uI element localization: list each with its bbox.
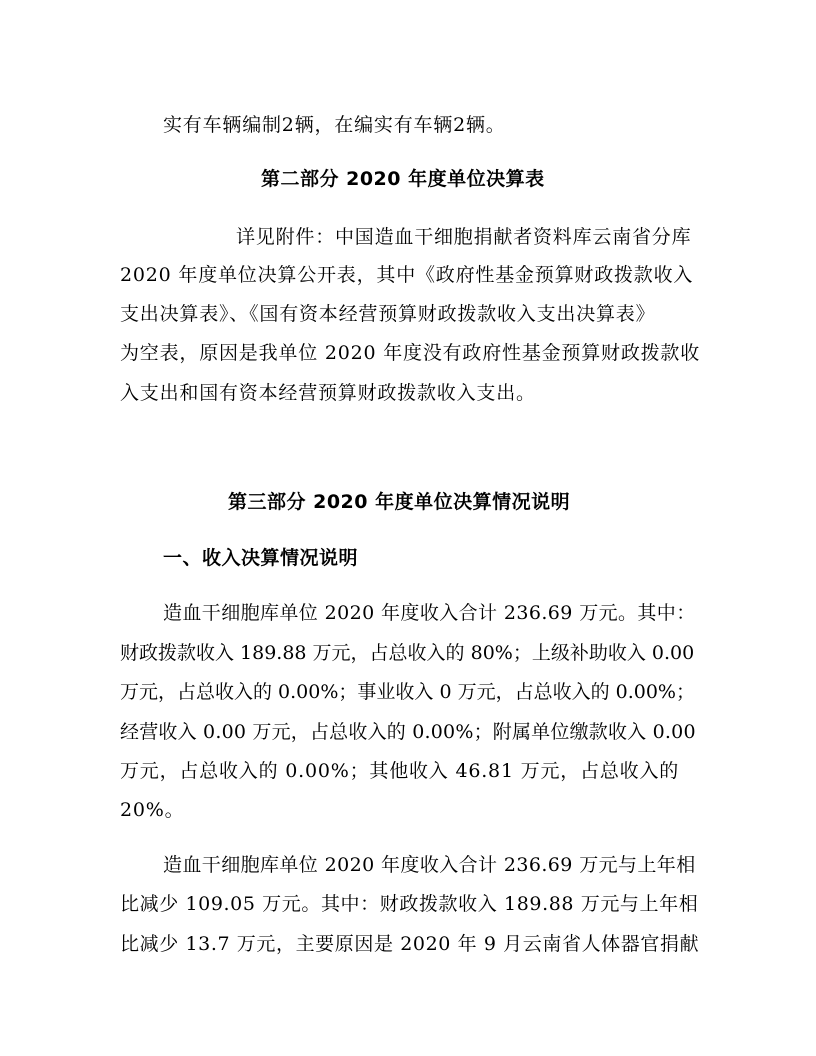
section1-para1-line: 万元，占总收入的 0.00%；事业收入 0 万元，占总收入的 0.00%； [120, 681, 695, 703]
section1-para1-line: 财政拨款收入 189.88 万元，占总收入的 80%；上级补助收入 0.00 [120, 642, 695, 664]
part2-title: 第二部分 2020 年度单位决算表 [261, 168, 545, 190]
section1-title: 一、收入决算情况说明 [163, 547, 359, 569]
part2-body-line: 为空表，原因是我单位 2020 年度没有政府性基金预算财政拨款收 [120, 342, 701, 364]
part2-body-line: 支出决算表》、《国有资本经营预算财政拨款收入支出决算表》 [120, 303, 656, 325]
part3-title: 第三部分 2020 年度单位决算情况说明 [228, 491, 571, 513]
section1-para1-line: 万元，占总收入的 0.00%；其他收入 46.81 万元，占总收入的 [120, 760, 680, 782]
section1-para1-line: 20%。 [120, 799, 185, 821]
section1-para2-line: 造血干细胞库单位 2020 年度收入合计 236.69 万元与上年相 [163, 854, 696, 876]
section1-para2-line: 比减少 109.05 万元。其中：财政拨款收入 189.88 万元与上年相 [120, 893, 699, 915]
section1-para1-line: 经营收入 0.00 万元，占总收入的 0.00%；附属单位缴款收入 0.00 [120, 721, 696, 743]
part2-body-line: 详见附件：中国造血干细胞捐献者资料库云南省分库 [236, 226, 692, 248]
section1-para1-line: 造血干细胞库单位 2020 年度收入合计 236.69 万元。其中： [163, 602, 696, 624]
part2-body-line: 入支出和国有资本经营预算财政拨款收入支出。 [120, 382, 536, 404]
section1-para2-line: 比减少 13.7 万元，主要原因是 2020 年 9 月云南省人体器官捐献 [120, 933, 700, 955]
part2-body-line: 2020 年度单位决算公开表，其中《政府性基金预算财政拨款收入 [120, 264, 694, 286]
paragraph-vehicles: 实有车辆编制2辆，在编实有车辆2辆。 [163, 114, 506, 136]
